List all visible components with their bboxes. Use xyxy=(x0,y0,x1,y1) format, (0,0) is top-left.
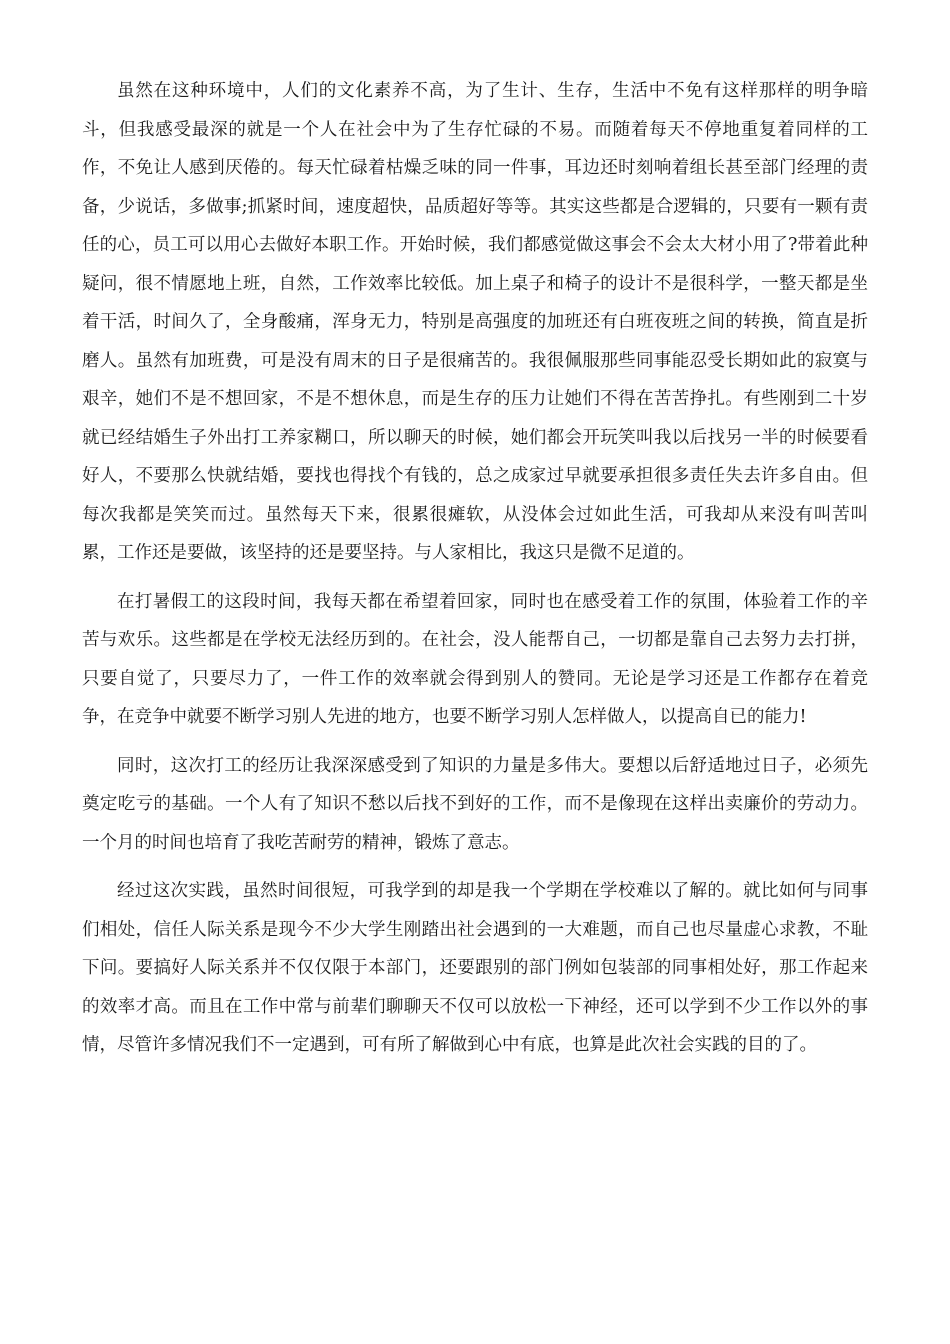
paragraph-1: 虽然在这种环境中，人们的文化素养不高，为了生计、生存，生活中不免有这样那样的明争暗斗，但我感受最深的就是一个人在社会中为了生存忙碌的不易。而随着每天不停地重复着同样的工作，不免让人感到厌倦的。每天忙碌着枯燥乏味的同一件事，耳边还时刻响着组长甚至部门经理的责备，少说话，多做事;抓紧时间，速度超快，品质超好等等。其实这些都是合逻辑的，只要有一颗有责任的心，员工可以用心去做好本职工作。开始时候，我们都感觉做这事会不会太大材小用了?带着此种疑问，很不情愿地上班，自然，工作效率比较低。加上桌子和椅子的设计不是很科学，一整天都是坐着干活，时间久了，全身酸痛，浑身无力，特别是高强度的加班还有白班夜班之间的转换，简直是折磨人。虽然有加班费，可是没有周末的日子是很痛苦的。我很佩服那些同事能忍受长期如此的寂寞与艰辛，她们不是不想回家，不是不想休息，而是生存的压力让她们不得在苦苦挣扎。有些刚到二十岁就已经结婚生子外出打工养家糊口，所以聊天的时候，她们都会开玩笑叫我以后找另一半的时候要看好人，不要那么快就结婚，要找也得找个有钱的，总之成家过早就要承担很多责任失去许多自由。但每次我都是笑笑而过。虽然每天下来，很累很瘫软，从没体会过如此生活，可我却从来没有叫苦叫累，工作还是要做，该坚持的还是要坚持。与人家相比，我这只是微不足道的。 xyxy=(82,81,868,563)
paragraph-3: 同时，这次打工的经历让我深深感受到了知识的力量是多伟大。要想以后舒适地过日子，必须先奠定吃亏的基础。一个人有了知识不愁以后找不到好的工作，而不是像现在这样出卖廉价的劳动力。一个月的时间也培育了我吃苦耐劳的精神，锻炼了意志。 xyxy=(82,755,868,853)
paragraph-2: 在打暑假工的这段时间，我每天都在希望着回家，同时也在感受着工作的氛围，体验着工作的辛苦与欢乐。这些都是在学校无法经历到的。在社会，没人能帮自己，一切都是靠自己去努力去打拼，只要自觉了，只要尽力了，一件工作的效率就会得到别人的赞同。无论是学习还是工作都存在着竞争，在竞争中就要不断学习别人先进的地方，也要不断学习别人怎样做人，以提高自已的能力! xyxy=(82,591,868,727)
document-body xyxy=(82,72,868,1075)
paragraph-4: 经过这次实践，虽然时间很短，可我学到的却是我一个学期在学校难以了解的。就比如何与同事们相处，信任人际关系是现今不少大学生刚踏出社会遇到的一大难题，而自己也尽量虚心求教，不耻下问。要搞好人际关系并不仅仅限于本部门，还要跟别的部门例如包装部的同事相处好，那工作起来的效率才高。而且在工作中常与前辈们聊聊天不仅可以放松一下神经，还可以学到不少工作以外的事情，尽管许多情况我们不一定遇到，可有所了解做到心中有底，也算是此次社会实践的目的了。 xyxy=(82,881,868,1055)
